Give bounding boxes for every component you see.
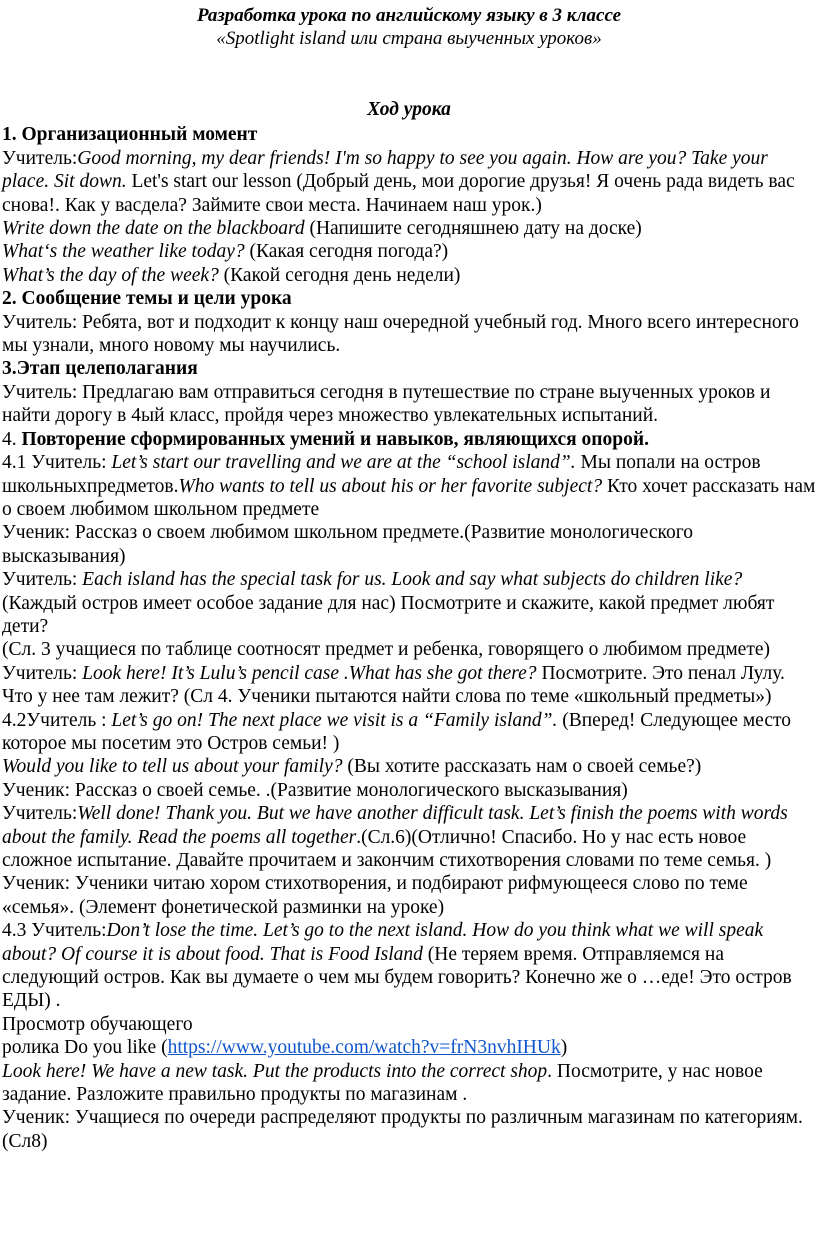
english-phrase: Write down the date on the blackboard [2, 218, 305, 240]
russian-text: (Какая сегодня погода?) [244, 241, 449, 263]
lesson-course-heading: Ход урока [367, 99, 451, 120]
english-phrase: Would you like to tell us about your family? [2, 756, 343, 778]
section-4-paragraph-8: Ученик: Рассказ о своей семье. .(Развитие монологического высказывания) [2, 779, 628, 801]
section-4-paragraph-15: Ученик: Учащиеся по очереди распределяют продукты по различным магазинам по категориям. (Сл8) [2, 1107, 803, 1152]
section-4-paragraph-12: Просмотр обучающего [2, 1013, 193, 1035]
section-4-number: 4. [2, 428, 22, 450]
speaker-label: Учитель: [2, 662, 83, 684]
youtube-link[interactable]: https://www.youtube.com/watch?v=frN3nvhIHUk [167, 1037, 561, 1059]
section-4-paragraph-13 [2, 1036, 816, 1059]
section-2-heading: 2. Сообщение темы и цели урока [2, 288, 292, 310]
section-4-heading-line [2, 428, 816, 451]
section-4-paragraph-5 [2, 662, 816, 709]
section-4-paragraph-10: Ученик: Ученики читаю хором стихотворения, и подбирают рифмующееся слово по теме «семья». (Элемент фонетической разминки на уроке) [2, 873, 748, 918]
russian-text: (Не теряем время. Отправляемся на следующий остров. Как вы думаете о чем мы будем говорить? Конечно же о …еде! Это остров ЕДЫ) . [2, 943, 792, 1012]
english-phrase: Let’s go on! The next place we visit is a “Family island”. [111, 709, 558, 731]
section-4-paragraph-6 [2, 709, 816, 756]
russian-text: .(Сл.6)(Отлично! Спасибо. Но у нас есть новое сложное испытание. Давайте прочитаем и закончим стихотворения словами по теме семья. ) [2, 826, 772, 871]
english-phrase: Good morning, my dear friends! I'm so happy to see you again. How are you? Take your place. Sit down. [2, 147, 768, 193]
section-2-paragraph-1: Учитель: Ребята, вот и подходит к концу наш очередной учебный год. Много всего интересного мы узнали, много новому мы научились. [2, 311, 799, 357]
section-1-paragraph-3 [2, 240, 816, 263]
speaker-label: 4.3 Учитель: [2, 920, 107, 942]
russian-text: (Вперед! Следующее место которое мы посетим это Остров семьи! ) [2, 709, 791, 754]
speaker-label: Учитель: [2, 803, 78, 825]
section-4-paragraph-11 [2, 919, 816, 1013]
section-1-heading: 1. Организационный момент [2, 124, 258, 146]
speaker-label: Учитель: [2, 569, 83, 591]
video-label: ролика Do you like ( [2, 1037, 168, 1059]
russian-text: (Вы хотите рассказать нам о своей семье?) [342, 756, 702, 778]
section-4-paragraph-4: (Сл. 3 учащиеся по таблице соотносят предмет и ребенка, говорящего о любимом предмете) [2, 639, 771, 661]
english-phrase: Let’s start our travelling and we are at the “school island”. [111, 452, 576, 474]
english-phrase: Don’t lose the time. Let’s go to the next island. How do you think what we will speak about? Of course it is about food. That is Food Island [2, 920, 764, 965]
section-1-paragraph-2 [2, 217, 816, 240]
section-4-paragraph-14 [2, 1060, 816, 1107]
speaker-label: 4.1 Учитель: [2, 452, 112, 474]
document-title: Разработка урока по английскому языку в 3 классе [196, 5, 622, 26]
russian-text: Мы попали на остров школьныхпредметов. [2, 452, 761, 497]
section-4-paragraph-1 [2, 451, 816, 521]
english-phrase: What‘s the weather like today? [2, 241, 245, 263]
section-4-paragraph-2: Ученик: Рассказ о своем любимом школьном предмете.(Развитие монологического высказывания) [2, 522, 693, 567]
english-phrase: What’s the day of the week? [2, 264, 219, 286]
english-phrase: Well done! Thank you. But we have another difficult task. Let’s finish the poems with words about the family. Read the poems all together [2, 803, 788, 848]
english-phrase: Look here! It’s Lulu’s pencil case .What has she got there? [82, 662, 537, 684]
russian-text: Let's start our lesson (Добрый день, мои дорогие друзья! Я очень рада видеть вас снова!. Как у васдела? Займите свои места. Начинаем наш урок.) [2, 171, 795, 216]
section-3-paragraph-1: Учитель: Предлагаю вам отправиться сегодня в путешествие по стране выученных уроков и найти дорогу в 4ый класс, пройдя через множество увлекательных испытаний. [2, 381, 771, 427]
document-header [2, 4, 816, 50]
english-phrase: Look here! We have a new task. Put the products into the correct shop [2, 1060, 548, 1082]
russian-text: (Какой сегодня день недели) [218, 264, 461, 286]
english-phrase: Who wants to tell us about his or her favorite subject? [178, 475, 603, 497]
section-4-paragraph-9 [2, 802, 816, 872]
russian-text: (Каждый остров имеет особое задание для нас) Посмотрите и скажите, какой предмет любят дети? [2, 592, 775, 637]
section-4-paragraph-3 [2, 568, 816, 638]
speaker-label: Учитель: [2, 147, 78, 169]
russian-text: . Посмотрите, у нас новое задание. Разложите правильно продукты по магазинам . [2, 1060, 763, 1106]
section-1-paragraph-4 [2, 264, 816, 287]
closing-paren: ) [560, 1037, 568, 1059]
speaker-label: 4.2Учитель : [2, 709, 112, 731]
section-4-paragraph-7 [2, 755, 816, 778]
russian-text: Кто хочет рассказать нам о своем любимом школьном предмете [2, 475, 816, 520]
english-phrase: Each island has the special task for us. Look and say what subjects do children like? [82, 569, 743, 591]
section-4-heading: Повторение сформированных умений и навыков, являющихся опорой. [21, 428, 649, 450]
russian-text: Посмотрите. Это пенал Лулу. Что у нее там лежит? (Сл 4. Ученики пытаются найти слова по теме «школьный предметы») [2, 662, 785, 708]
section-1-paragraph-1 [2, 147, 816, 217]
document-subtitle: «Spotlight island или страна выученных уроков» [216, 28, 602, 49]
russian-text: (Напишите сегодняшнею дату на доске) [304, 218, 642, 240]
section-3-heading: 3.Этап целеполагания [2, 358, 198, 380]
